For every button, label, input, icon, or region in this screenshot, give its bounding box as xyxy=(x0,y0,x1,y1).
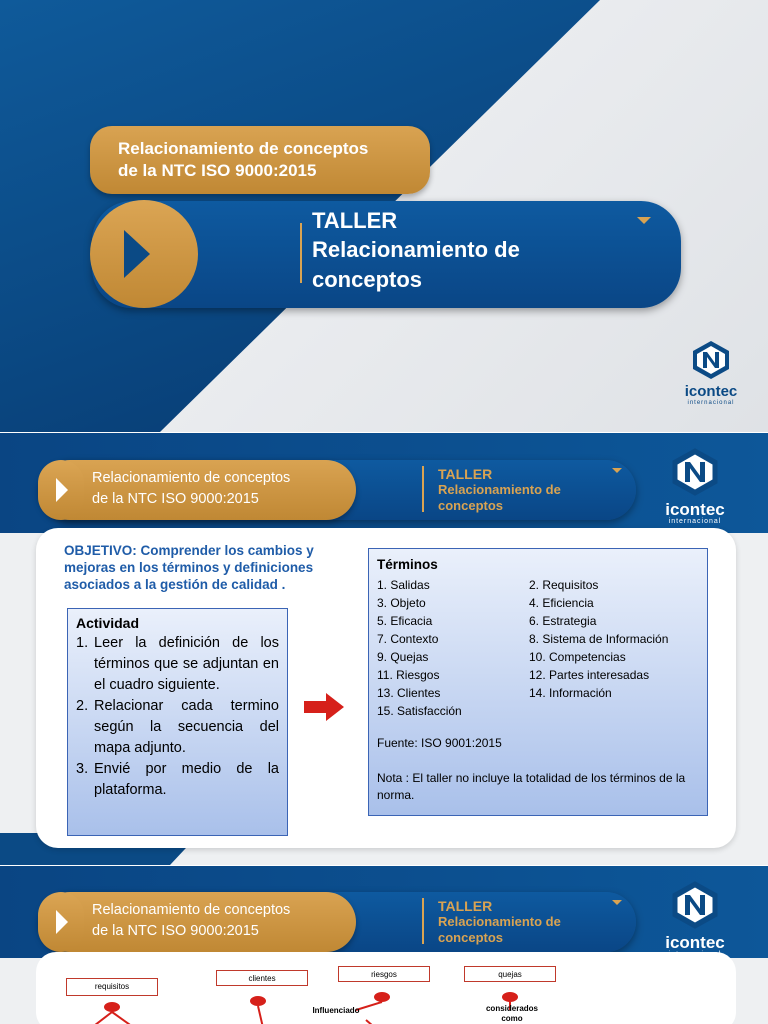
caret-down-icon xyxy=(612,468,622,473)
term-item xyxy=(529,702,709,720)
icontec-logo xyxy=(660,447,730,527)
workshop-label: TALLER xyxy=(312,208,398,233)
term-item: 9. Quejas xyxy=(377,650,429,664)
right-arrow-icon xyxy=(304,693,344,721)
map-box-quejas: quejas xyxy=(464,966,556,982)
map-connectors xyxy=(36,952,736,1024)
icontec-logo-icon xyxy=(670,447,720,497)
term-item: 15. Satisfacción xyxy=(377,704,462,718)
activity-box xyxy=(67,608,288,836)
workshop-subtitle-line2: conceptos xyxy=(312,267,423,292)
play-icon xyxy=(90,200,198,308)
caret-down-icon xyxy=(637,217,651,224)
map-box-riesgos: riesgos xyxy=(338,966,430,982)
activity-step: 2. Relacionar cada termino según la secuencia del mapa adjunto. xyxy=(76,698,279,756)
map-label-influenciado: Influenciado xyxy=(312,1006,360,1015)
terms-box xyxy=(368,548,708,816)
term-item: 6. Estrategia xyxy=(529,614,597,628)
terms-source: Fuente: ISO 9001:2015 xyxy=(377,736,502,750)
caret-down-icon xyxy=(612,900,622,905)
map-box-requisitos: requisitos xyxy=(66,978,158,996)
activity-step: 1. Leer la definición de los términos que se adjuntan en el cuadro siguiente. xyxy=(76,635,279,693)
term-item: 3. Objeto xyxy=(377,596,426,610)
header-workshop-sub2: conceptos xyxy=(438,930,504,945)
workshop-subtitle-line1: Relacionamiento de xyxy=(312,237,520,262)
header-title-line2: de la NTC ISO 9000:2015 xyxy=(92,491,259,507)
logo-word: icontec xyxy=(665,933,725,952)
term-item: 2. Requisitos xyxy=(529,578,599,592)
activity-slide xyxy=(0,433,768,865)
header-title-line1: Relacionamiento de conceptos xyxy=(92,470,291,486)
header-play-icon xyxy=(38,892,84,952)
map-label-considerados: considerados como xyxy=(485,1004,538,1023)
icontec-logo-icon xyxy=(691,340,731,380)
icontec-logo xyxy=(660,880,730,960)
term-item: 4. Eficiencia xyxy=(529,596,594,610)
header-workshop-sub1: Relacionamiento de xyxy=(438,914,561,929)
header-workshop-sub1: Relacionamiento de xyxy=(438,482,561,497)
header-play-icon xyxy=(38,460,84,520)
term-item: 14. Información xyxy=(529,686,612,700)
logo-word: icontec xyxy=(684,383,738,400)
icontec-logo xyxy=(684,340,738,407)
term-item: 11. Riesgos xyxy=(377,668,440,682)
header-title-line2: de la NTC ISO 9000:2015 xyxy=(92,923,259,939)
course-title-line1: Relacionamiento de conceptos xyxy=(118,139,369,158)
header-workshop-sub2: conceptos xyxy=(438,498,504,513)
term-item: 13. Clientes xyxy=(377,686,441,700)
logo-subtext: internacional xyxy=(668,518,722,525)
divider-line xyxy=(300,223,302,283)
terms-list xyxy=(377,576,699,720)
terms-title: Términos xyxy=(377,557,438,572)
content-card xyxy=(36,528,736,848)
title-slide xyxy=(0,0,768,432)
objective-text: OBJETIVO: Comprender los cambios y mejoras en los términos y definiciones asociados a la gestión de calidad . xyxy=(64,543,314,592)
term-item: 8. Sistema de Información xyxy=(529,632,669,646)
header-divider-line xyxy=(422,466,424,512)
term-item: 10. Competencias xyxy=(529,650,626,664)
course-title-pill xyxy=(90,126,430,194)
logo-subtext: internacional xyxy=(687,400,735,406)
activity-title: Actividad xyxy=(76,615,140,631)
course-title-line2: de la NTC ISO 9000:2015 xyxy=(118,161,317,180)
activity-steps xyxy=(76,633,279,801)
header-divider-line xyxy=(422,898,424,944)
term-item: 7. Contexto xyxy=(377,632,439,646)
map-box-clientes: clientes xyxy=(216,970,308,986)
map-slide xyxy=(0,866,768,1024)
concept-map xyxy=(36,952,736,1024)
header-workshop-label: TALLER xyxy=(438,898,493,914)
term-item: 1. Salidas xyxy=(377,578,430,592)
logo-word: icontec xyxy=(665,500,725,519)
header-title-pill xyxy=(40,892,356,952)
icontec-logo-icon xyxy=(670,880,720,930)
activity-step: 3. Envié por medio de la plataforma. xyxy=(76,761,279,798)
term-item: 12. Partes interesadas xyxy=(529,668,650,682)
header-title-line1: Relacionamiento de conceptos xyxy=(92,902,291,918)
terms-note: Nota : El taller no incluye la totalidad de los términos de la norma. xyxy=(377,771,686,802)
term-item: 5. Eficacia xyxy=(377,614,433,628)
header-workshop-label: TALLER xyxy=(438,466,493,482)
header-title-pill xyxy=(40,460,356,520)
